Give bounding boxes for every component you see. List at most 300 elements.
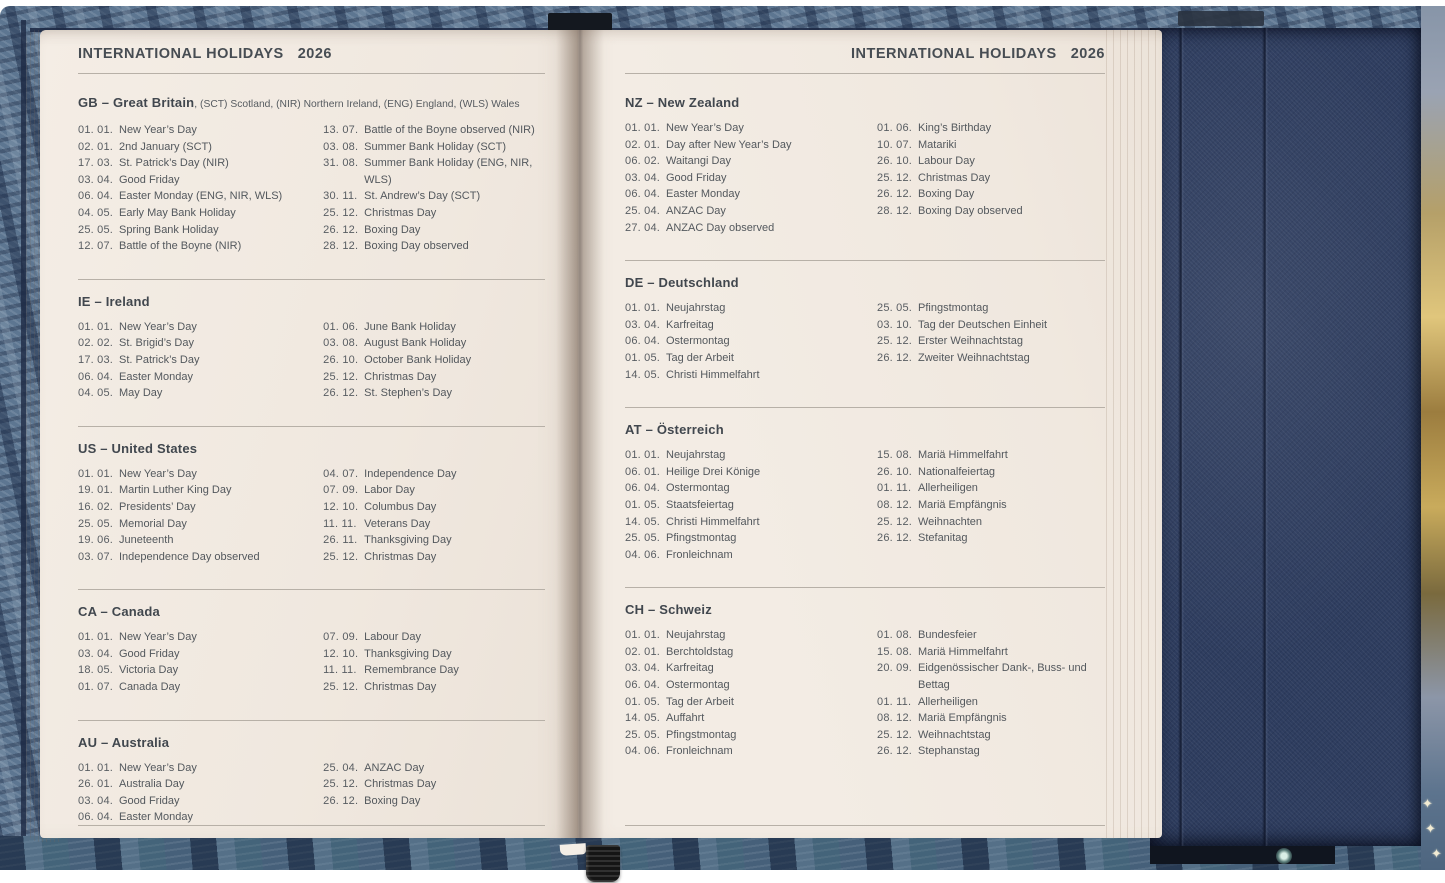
holiday-column bbox=[323, 760, 545, 826]
holiday-entry bbox=[78, 499, 323, 516]
holiday-date: 12. 10. bbox=[323, 500, 359, 513]
holiday-entry bbox=[625, 743, 877, 760]
holiday-entry bbox=[877, 350, 1105, 367]
holiday-date: 28. 12. bbox=[877, 204, 913, 217]
holiday-date: 08. 12. bbox=[877, 712, 913, 725]
holiday-name: Christmas Day bbox=[364, 370, 437, 383]
holiday-entry bbox=[625, 447, 877, 464]
holiday-entry bbox=[78, 238, 323, 255]
holiday-name: Waitangi Day bbox=[666, 155, 732, 168]
holiday-date: 18. 05. bbox=[78, 664, 114, 677]
holiday-date: 15. 08. bbox=[877, 645, 913, 658]
holiday-date: 06. 04. bbox=[78, 370, 114, 383]
holiday-date: 30. 11. bbox=[323, 190, 358, 203]
holiday-entry bbox=[877, 710, 1105, 727]
star-glow-dot bbox=[1276, 848, 1292, 864]
holiday-column bbox=[625, 300, 877, 383]
holiday-name: St. Andrew’s Day (SCT) bbox=[364, 190, 481, 203]
holiday-entry bbox=[323, 139, 545, 156]
holiday-date: 01. 01. bbox=[625, 302, 661, 315]
holiday-entry bbox=[78, 662, 323, 679]
holiday-entry bbox=[625, 660, 877, 677]
holiday-name: Good Friday bbox=[119, 647, 180, 660]
holiday-entry bbox=[877, 627, 1105, 644]
right-page bbox=[578, 30, 1162, 838]
holiday-date: 03. 08. bbox=[323, 140, 359, 153]
holiday-name: Early May Bank Holiday bbox=[119, 206, 236, 219]
holiday-name: Canada Day bbox=[119, 681, 181, 694]
holiday-name: Tag der Arbeit bbox=[666, 351, 734, 364]
holiday-date: 19. 06. bbox=[78, 534, 114, 547]
holiday-entry bbox=[323, 629, 545, 646]
holiday-date: 04. 07. bbox=[323, 467, 359, 480]
holiday-name: Day after New Year’s Day bbox=[666, 138, 792, 151]
holiday-name: Summer Bank Holiday (SCT) bbox=[364, 140, 506, 153]
holiday-name: New Year’s Day bbox=[119, 320, 197, 333]
holiday-entry bbox=[323, 760, 545, 777]
holiday-date: 25. 05. bbox=[78, 223, 114, 236]
holiday-entry bbox=[625, 220, 877, 237]
holiday-date: 01. 05. bbox=[625, 498, 661, 511]
holiday-date: 01. 01. bbox=[625, 629, 661, 642]
holiday-entry bbox=[625, 464, 877, 481]
holiday-entry bbox=[78, 629, 323, 646]
holiday-date: 14. 05. bbox=[625, 712, 661, 725]
page-corner-fragment bbox=[560, 843, 587, 856]
section-heading bbox=[625, 421, 1105, 438]
holiday-date: 20. 09. bbox=[877, 662, 913, 675]
holiday-date: 03. 04. bbox=[625, 171, 661, 184]
page-title bbox=[625, 45, 1105, 74]
holiday-column bbox=[78, 319, 323, 402]
holiday-date: 02. 02. bbox=[78, 337, 114, 350]
holiday-entry bbox=[625, 727, 877, 744]
holiday-entry bbox=[78, 679, 323, 696]
holiday-entry bbox=[78, 222, 323, 239]
holiday-date: 01. 06. bbox=[877, 122, 913, 134]
holiday-name: Ostermontag bbox=[666, 679, 730, 692]
section-heading bbox=[78, 440, 545, 457]
holiday-date: 25. 12. bbox=[877, 515, 913, 528]
holiday-name: August Bank Holiday bbox=[364, 337, 467, 350]
holiday-name: Mariä Himmelfahrt bbox=[918, 449, 1008, 462]
holiday-column bbox=[877, 627, 1105, 760]
holiday-entry bbox=[323, 319, 545, 336]
holiday-name: Martin Luther King Day bbox=[119, 484, 232, 497]
section-ie bbox=[78, 279, 545, 426]
holiday-entry bbox=[877, 727, 1105, 744]
holiday-entry bbox=[323, 482, 545, 499]
holiday-date: 26. 12. bbox=[877, 532, 913, 545]
holiday-date: 01. 08. bbox=[877, 629, 913, 642]
holiday-date: 14. 05. bbox=[625, 515, 661, 528]
holiday-name: Stephanstag bbox=[918, 745, 980, 758]
holiday-name: Allerheiligen bbox=[918, 482, 978, 495]
holiday-entry bbox=[323, 222, 545, 239]
holiday-column bbox=[78, 629, 323, 695]
holiday-name: Tag der Arbeit bbox=[666, 695, 734, 708]
holiday-name: Mariä Himmelfahrt bbox=[918, 645, 1008, 658]
holiday-name: Nationalfeiertag bbox=[918, 465, 996, 478]
flap-crease bbox=[1262, 28, 1268, 846]
holiday-entry bbox=[625, 530, 877, 547]
holiday-entry bbox=[877, 203, 1105, 220]
holiday-entry bbox=[78, 793, 323, 810]
holiday-entry bbox=[877, 464, 1105, 481]
section-nz bbox=[625, 74, 1105, 260]
holiday-name: Battle of the Boyne (NIR) bbox=[119, 240, 242, 253]
holiday-name: Bundesfeier bbox=[918, 629, 977, 642]
holiday-name: Heilige Drei Könige bbox=[666, 465, 761, 478]
holiday-date: 27. 04. bbox=[625, 221, 661, 234]
holiday-date: 01. 01. bbox=[78, 467, 114, 480]
holiday-entry bbox=[78, 532, 323, 549]
page-title-text: INTERNATIONAL HOLIDAYS bbox=[851, 46, 1057, 62]
holiday-name: May Day bbox=[119, 387, 163, 400]
holiday-name: Christmas Day bbox=[364, 206, 437, 219]
holiday-date: 26. 12. bbox=[323, 223, 359, 236]
holiday-name: Boxing Day observed bbox=[918, 204, 1023, 217]
holiday-name: Eidgenössischer Dank-, Buss- und Bettag bbox=[918, 662, 1087, 692]
section-heading bbox=[625, 274, 1105, 291]
holiday-column bbox=[323, 629, 545, 695]
flap-crease bbox=[1178, 28, 1184, 846]
holiday-date: 28. 12. bbox=[323, 240, 359, 253]
holiday-name: Columbus Day bbox=[364, 500, 437, 513]
holiday-entry bbox=[625, 694, 877, 711]
holiday-name: June Bank Holiday bbox=[364, 320, 456, 333]
holiday-date: 26. 01. bbox=[78, 778, 114, 791]
holiday-entry bbox=[323, 335, 545, 352]
holiday-date: 25. 04. bbox=[323, 761, 359, 774]
holiday-entry bbox=[323, 499, 545, 516]
holiday-name: King’s Birthday bbox=[918, 122, 992, 134]
holiday-name: Matariki bbox=[918, 138, 957, 151]
holiday-date: 25. 12. bbox=[323, 370, 359, 383]
holiday-name: ANZAC Day observed bbox=[666, 221, 775, 234]
page-footer-rule bbox=[625, 825, 1105, 826]
holiday-date: 25. 12. bbox=[323, 550, 359, 563]
holiday-entry bbox=[78, 122, 323, 139]
section-us bbox=[78, 426, 545, 590]
holiday-date: 02. 01. bbox=[78, 140, 114, 153]
holiday-date: 17. 03. bbox=[78, 157, 114, 170]
holiday-name: Memorial Day bbox=[119, 517, 187, 530]
holiday-date: 26. 12. bbox=[323, 387, 359, 400]
section-heading bbox=[78, 603, 545, 620]
holiday-name: Pfingstmontag bbox=[666, 728, 737, 741]
holiday-column bbox=[877, 120, 1105, 236]
holiday-name: Weihnachtstag bbox=[918, 728, 991, 741]
holiday-entry bbox=[323, 122, 545, 139]
holiday-entry bbox=[78, 352, 323, 369]
section-title-text: CH – Schweiz bbox=[625, 602, 712, 618]
holiday-date: 26. 12. bbox=[877, 351, 913, 364]
holiday-entry bbox=[625, 186, 877, 203]
holiday-name: Thanksgiving Day bbox=[364, 534, 452, 547]
page-title-text: INTERNATIONAL HOLIDAYS bbox=[78, 46, 284, 62]
holiday-date: 02. 01. bbox=[625, 138, 661, 151]
holiday-entry bbox=[323, 352, 545, 369]
holiday-name: Easter Monday bbox=[666, 188, 740, 201]
holiday-date: 12. 10. bbox=[323, 647, 359, 660]
holiday-name: Auffahrt bbox=[666, 712, 705, 725]
holiday-column bbox=[625, 120, 877, 236]
holiday-date: 19. 01. bbox=[78, 484, 114, 497]
holiday-entry bbox=[78, 188, 323, 205]
section-gb bbox=[78, 74, 545, 279]
holiday-entry bbox=[323, 238, 545, 255]
holiday-name: ANZAC Day bbox=[666, 204, 726, 217]
holiday-date: 03. 04. bbox=[625, 662, 661, 675]
holiday-entry bbox=[323, 155, 545, 188]
section-ch bbox=[625, 587, 1105, 784]
holiday-name: Fronleichnam bbox=[666, 548, 733, 561]
holiday-date: 26. 12. bbox=[877, 745, 913, 758]
holiday-column bbox=[323, 122, 545, 255]
holiday-name: Weihnachten bbox=[918, 515, 983, 528]
holiday-date: 13. 07. bbox=[323, 124, 359, 136]
star-icon: ✦ bbox=[1422, 796, 1433, 811]
inside-cover-flap bbox=[1150, 28, 1421, 846]
holiday-date: 01. 07. bbox=[78, 681, 114, 694]
holiday-entry bbox=[625, 333, 877, 350]
holiday-date: 01. 11. bbox=[877, 695, 912, 708]
holiday-name: October Bank Holiday bbox=[364, 353, 472, 366]
holiday-entry bbox=[625, 627, 877, 644]
section-title-text: DE – Deutschland bbox=[625, 275, 739, 291]
section-ca bbox=[78, 589, 545, 719]
page-footer-rule bbox=[78, 825, 545, 826]
holiday-entry bbox=[323, 516, 545, 533]
holiday-date: 25. 12. bbox=[323, 206, 359, 219]
holiday-date: 06. 01. bbox=[625, 465, 661, 478]
holiday-name: Staatsfeiertag bbox=[666, 498, 734, 511]
holiday-entry bbox=[78, 466, 323, 483]
section-title-text: AU – Australia bbox=[78, 734, 170, 750]
holiday-date: 26. 12. bbox=[877, 188, 913, 201]
holiday-entry bbox=[625, 644, 877, 661]
holiday-entry bbox=[323, 793, 545, 810]
holiday-entry bbox=[78, 760, 323, 777]
holiday-date: 06. 02. bbox=[625, 155, 661, 168]
holiday-name: Boxing Day bbox=[918, 188, 975, 201]
holiday-date: 25. 05. bbox=[625, 728, 661, 741]
section-heading bbox=[78, 293, 545, 310]
holiday-name: St. Brigid’s Day bbox=[119, 337, 194, 350]
holiday-entry bbox=[877, 317, 1105, 334]
holiday-date: 07. 09. bbox=[323, 631, 359, 644]
holiday-date: 06. 04. bbox=[625, 188, 661, 201]
holiday-name: Good Friday bbox=[666, 171, 727, 184]
holiday-name: Easter Monday (ENG, NIR, WLS) bbox=[119, 190, 283, 203]
holiday-entry bbox=[625, 710, 877, 727]
section-title-text: GB – Great Britain bbox=[78, 95, 195, 110]
holiday-entry bbox=[625, 677, 877, 694]
holiday-date: 02. 01. bbox=[625, 645, 661, 658]
holiday-date: 03. 04. bbox=[78, 173, 114, 186]
holiday-entry bbox=[323, 205, 545, 222]
page-title-year: 2026 bbox=[297, 46, 332, 62]
left-page bbox=[40, 30, 578, 838]
holiday-date: 03. 07. bbox=[78, 550, 114, 563]
holiday-date: 06. 04. bbox=[625, 335, 661, 348]
holiday-date: 04. 05. bbox=[78, 206, 114, 219]
holiday-date: 11. 11. bbox=[323, 517, 357, 530]
holiday-date: 10. 07. bbox=[877, 138, 913, 151]
holiday-entry bbox=[625, 153, 877, 170]
elastic-band bbox=[586, 845, 620, 882]
holiday-name: New Year’s Day bbox=[119, 761, 197, 774]
holiday-name: Mariä Empfängnis bbox=[918, 498, 1007, 511]
holiday-name: New Year’s Day bbox=[119, 631, 197, 644]
holiday-entry bbox=[323, 466, 545, 483]
holiday-name: Labour Day bbox=[918, 155, 975, 168]
holiday-date: 26. 10. bbox=[877, 155, 913, 168]
section-de bbox=[625, 260, 1105, 407]
holiday-date: 01. 05. bbox=[625, 351, 661, 364]
section-title-text: AT – Österreich bbox=[625, 422, 724, 438]
section-title-text: NZ – New Zealand bbox=[625, 95, 740, 110]
holiday-date: 25. 12. bbox=[877, 728, 913, 741]
holiday-entry bbox=[625, 137, 877, 154]
holiday-date: 31. 08. bbox=[323, 157, 359, 170]
holiday-name: Karfreitag bbox=[666, 662, 714, 675]
holiday-date: 26. 11. bbox=[323, 534, 358, 547]
holiday-date: 01. 01. bbox=[78, 320, 114, 333]
holiday-entry bbox=[78, 139, 323, 156]
holiday-column bbox=[78, 466, 323, 566]
section-heading bbox=[625, 94, 1105, 111]
holiday-column bbox=[78, 122, 323, 255]
holiday-date: 01. 05. bbox=[625, 695, 661, 708]
holiday-name: Allerheiligen bbox=[918, 695, 978, 708]
holiday-date: 25. 04. bbox=[625, 204, 661, 217]
holiday-name: New Year’s Day bbox=[666, 122, 744, 134]
star-icon: ✦ bbox=[1431, 846, 1442, 861]
section-title-text: CA – Canada bbox=[78, 604, 160, 620]
holiday-entry bbox=[877, 514, 1105, 531]
section-subtitle-text: , (SCT) Scotland, (NIR) Northern Ireland, (ENG) England, (WLS) Wales bbox=[194, 99, 520, 110]
holiday-name: New Year’s Day bbox=[119, 467, 197, 480]
page-title-year: 2026 bbox=[1070, 46, 1105, 62]
section-au bbox=[78, 720, 545, 850]
holiday-column bbox=[78, 760, 323, 826]
holiday-entry bbox=[78, 482, 323, 499]
holiday-entry bbox=[78, 172, 323, 189]
page-title bbox=[78, 45, 545, 74]
holiday-entry bbox=[877, 153, 1105, 170]
holiday-entry bbox=[78, 516, 323, 533]
holiday-sections-right bbox=[625, 74, 1105, 784]
holiday-entry bbox=[323, 662, 545, 679]
holiday-name: Ostermontag bbox=[666, 335, 730, 348]
holiday-entry bbox=[625, 547, 877, 564]
holiday-date: 06. 04. bbox=[78, 811, 114, 824]
holiday-date: 01. 01. bbox=[78, 124, 114, 136]
holiday-column bbox=[323, 319, 545, 402]
holiday-column bbox=[625, 627, 877, 760]
holiday-date: 04. 06. bbox=[625, 548, 661, 561]
holiday-name: Christmas Day bbox=[918, 171, 991, 184]
holiday-name: Berchtoldstag bbox=[666, 645, 734, 658]
holiday-entry bbox=[78, 809, 323, 826]
holiday-entry bbox=[625, 170, 877, 187]
holiday-name: Boxing Day bbox=[364, 223, 421, 236]
holiday-date: 01. 01. bbox=[78, 761, 114, 774]
holiday-entry bbox=[78, 369, 323, 386]
holiday-date: 15. 08. bbox=[877, 449, 913, 462]
holiday-date: 01. 11. bbox=[877, 482, 912, 495]
holiday-entry bbox=[877, 644, 1105, 661]
holiday-name: New Year’s Day bbox=[119, 124, 197, 136]
holiday-date: 25. 12. bbox=[323, 778, 359, 791]
holiday-date: 03. 04. bbox=[78, 794, 114, 807]
holiday-name: St. Stephen’s Day bbox=[364, 387, 453, 400]
holiday-entry bbox=[625, 317, 877, 334]
holiday-name: Thanksgiving Day bbox=[364, 647, 452, 660]
holiday-date: 26. 12. bbox=[323, 794, 359, 807]
holiday-date: 25. 05. bbox=[78, 517, 114, 530]
holiday-name: Victoria Day bbox=[119, 664, 179, 677]
holiday-name: Veterans Day bbox=[364, 517, 431, 530]
holiday-name: Christmas Day bbox=[364, 550, 437, 563]
holiday-entry bbox=[78, 319, 323, 336]
holiday-entry bbox=[877, 186, 1105, 203]
holiday-entry bbox=[877, 743, 1105, 760]
section-heading bbox=[78, 734, 545, 751]
holiday-name: 2nd January (SCT) bbox=[119, 140, 212, 153]
holiday-column bbox=[877, 447, 1105, 563]
holiday-date: 26. 10. bbox=[877, 465, 913, 478]
holiday-name: St. Patrick’s Day (NIR) bbox=[119, 157, 229, 170]
holiday-column bbox=[877, 300, 1105, 383]
cover-artwork-edge bbox=[1421, 6, 1445, 870]
holiday-name: Easter Monday bbox=[119, 811, 193, 824]
holiday-name: Christmas Day bbox=[364, 778, 437, 791]
holiday-entry bbox=[78, 385, 323, 402]
holiday-date: 06. 04. bbox=[78, 190, 114, 203]
section-heading bbox=[78, 94, 545, 113]
holiday-name: Easter Monday bbox=[119, 370, 193, 383]
holiday-entry bbox=[625, 497, 877, 514]
section-title-text: US – United States bbox=[78, 440, 198, 456]
holiday-name: Christi Himmelfahrt bbox=[666, 515, 760, 528]
holiday-entry bbox=[323, 188, 545, 205]
holiday-name: Battle of the Boyne observed (NIR) bbox=[364, 124, 535, 136]
holiday-entry bbox=[323, 679, 545, 696]
holiday-name: Good Friday bbox=[119, 794, 180, 807]
holiday-entry bbox=[625, 300, 877, 317]
holiday-date: 01. 01. bbox=[78, 631, 114, 644]
holiday-entry bbox=[625, 480, 877, 497]
holiday-entry bbox=[877, 660, 1105, 693]
holiday-entry bbox=[877, 694, 1105, 711]
holiday-date: 11. 11. bbox=[323, 664, 357, 677]
holiday-entry bbox=[877, 120, 1105, 137]
holiday-name: ANZAC Day bbox=[364, 761, 425, 774]
holiday-name: Australia Day bbox=[119, 778, 185, 791]
holiday-date: 03. 08. bbox=[323, 337, 359, 350]
holiday-sections-left bbox=[78, 74, 545, 850]
holiday-entry bbox=[877, 137, 1105, 154]
holiday-name: Neujahrstag bbox=[666, 449, 726, 462]
holiday-name: Ostermontag bbox=[666, 482, 730, 495]
holiday-name: St. Patrick’s Day bbox=[119, 353, 200, 366]
holiday-date: 25. 12. bbox=[877, 335, 913, 348]
holiday-date: 03. 04. bbox=[625, 318, 661, 331]
holiday-name: Summer Bank Holiday (ENG, NIR, WLS) bbox=[364, 157, 533, 186]
